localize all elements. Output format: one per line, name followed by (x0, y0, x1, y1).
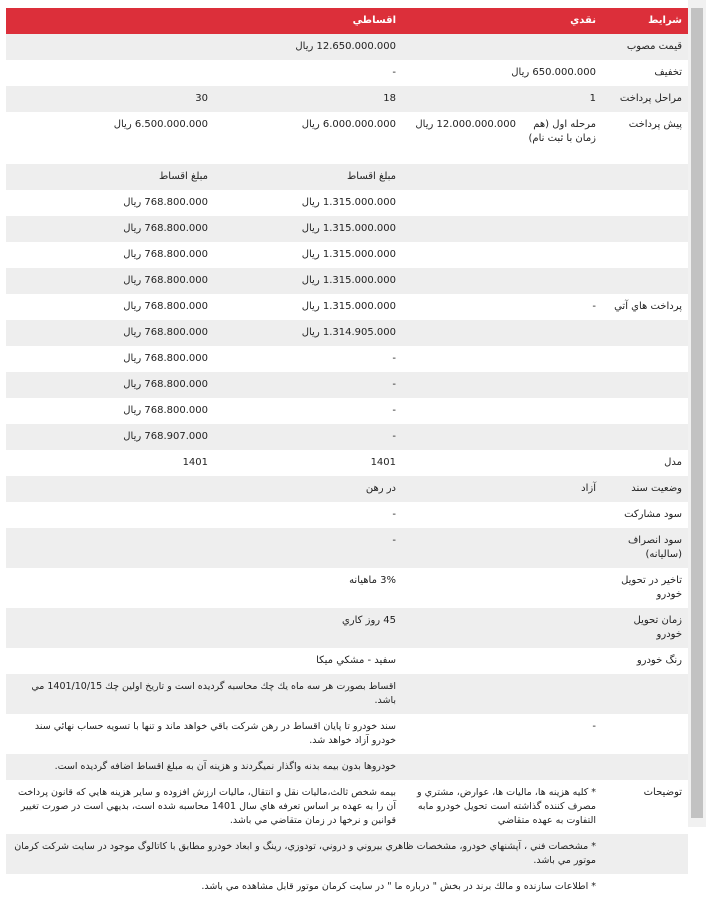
table-cell: - (392, 509, 397, 520)
table-cell: سند خودرو تا پايان اقساط در رهن شركت باقي خواهد ماند و تنها با تسويه حساب نهائي سند خودرو آزاد خواهد شد. (34, 721, 397, 746)
table-row (6, 608, 688, 648)
table-cell (6, 648, 214, 674)
table-cell: 768.800.000 ريال (6, 268, 214, 294)
table-row (6, 502, 688, 528)
table-cell: 30 (6, 86, 214, 112)
table-row (6, 294, 688, 320)
table-row (6, 268, 688, 294)
table-cell: 1.314.905.000 ريال (214, 320, 402, 346)
table-cell: خودروها بدون بيمه بدنه واگذار نميگردند و هزينه آن به مبلغ اقساط اضافه گرديده است. (6, 754, 402, 780)
table-cell (6, 60, 214, 86)
table-cell: 1401 (370, 457, 397, 468)
table-cell (6, 568, 214, 608)
table-row (6, 86, 688, 112)
table-row (6, 834, 688, 874)
table-row (6, 320, 688, 346)
table-cell (602, 190, 688, 216)
table-cell: - (392, 67, 397, 78)
table-cell (402, 242, 602, 268)
table-cell: 768.800.000 ريال (123, 301, 209, 312)
table-cell: 768.907.000 ريال (6, 424, 214, 450)
prepay-label: پيش پرداخت (628, 119, 683, 130)
table-cell: مبلغ اقساط (214, 164, 402, 190)
table-row (6, 242, 688, 268)
table-cell (6, 34, 214, 60)
table-row (6, 190, 688, 216)
table-cell (402, 568, 602, 608)
table-cell: 1401 (182, 457, 209, 468)
table-cell: 1.315.000.000 ريال (301, 249, 397, 260)
table-row (6, 346, 688, 372)
table-cell (602, 424, 688, 450)
table-cell (402, 648, 602, 674)
table-cell: در رهن (214, 476, 402, 502)
table-cell (6, 476, 214, 502)
header-conditions: شرايط (602, 8, 688, 34)
table-cell: آزاد (402, 476, 602, 502)
table-cell (402, 346, 602, 372)
scrollbar[interactable] (688, 0, 706, 827)
table-cell (402, 424, 602, 450)
table-cell: - (214, 424, 402, 450)
table-cell: سفيد - مشكي ميكا (316, 655, 397, 666)
table-cell: تاخير در تحويل خودرو (621, 575, 683, 600)
table-cell (402, 372, 602, 398)
table-cell: 18 (214, 86, 402, 112)
header-installment: اقساطي (6, 8, 402, 34)
table-row (6, 754, 688, 780)
table-cell: 45 روز كاري (214, 608, 402, 648)
table-cell: 768.800.000 ريال (123, 249, 209, 260)
table-cell: 1.315.000.000 ريال (214, 216, 402, 242)
table-cell: 1.315.000.000 ريال (301, 197, 397, 208)
table-cell: * كليه هزينه ها، ماليات ها، عوارض، مشتري و مصرف كننده گذاشته است تحويل خودرو مابه التفاوت به عهده متقاضي (417, 787, 597, 826)
table-cell: رنگ خودرو (636, 655, 683, 666)
table-cell (602, 216, 688, 242)
table-cell (402, 216, 602, 242)
table-cell (402, 754, 602, 780)
table-cell: 650.000.000 ريال (511, 67, 597, 78)
table-row (6, 476, 688, 502)
table-cell (602, 320, 688, 346)
table-row (6, 648, 688, 674)
table-cell: 768.800.000 ريال (123, 197, 209, 208)
table-cell: سود انصراف (ساليانه) (602, 528, 688, 568)
table-row (6, 780, 688, 834)
table-cell: توضيحات (643, 787, 683, 798)
table-cell: سود مشاركت (624, 509, 683, 520)
table-cell (402, 164, 602, 190)
table-cell: 768.800.000 ريال (123, 405, 209, 416)
table-cell: 1.315.000.000 ريال (214, 268, 402, 294)
table-row (6, 424, 688, 450)
table-cell: تخفيف (654, 67, 683, 78)
table-cell: - (592, 301, 597, 312)
table-cell: - (214, 372, 402, 398)
table-row (6, 714, 688, 754)
table-cell (602, 164, 688, 190)
table-cell (602, 674, 688, 714)
table-cell: مدل (664, 457, 683, 468)
table-cell: قيمت مصوب (602, 34, 688, 60)
table-cell: مراحل پرداخت (602, 86, 688, 112)
conditions-table (6, 8, 688, 900)
table-cell (602, 268, 688, 294)
table-cell (402, 398, 602, 424)
table-cell (402, 112, 602, 164)
scrollbar-thumb[interactable] (691, 8, 703, 818)
prepay-sub: مرحله اول (هم زمان با ثبت نام) (528, 119, 597, 144)
table-cell: 1 (402, 86, 602, 112)
table-cell: 6.500.000.000 ريال (113, 119, 209, 130)
table-row (6, 528, 688, 568)
table-cell: مبلغ اقساط (6, 164, 214, 190)
table-cell (6, 528, 214, 568)
table-cell (602, 398, 688, 424)
table-cell (602, 112, 688, 164)
table-cell: 12.650.000.000 ريال (214, 34, 402, 60)
table-cell: 6.000.000.000 ريال (301, 119, 397, 130)
table-cell (602, 834, 688, 874)
table-cell (602, 372, 688, 398)
table-row (6, 34, 688, 60)
table-cell: بيمه شخص ثالث،ماليات نقل و انتقال، ماليات ارزش افزوده و ساير هزينه هايي كه قانون پرداخت آن را به عهده بر اساس تعرفه هاي سال 1401 محاسبه شده است، بديهي است در صورت تغيير قوانين و نرخها در زمان متقاضي مي باشد. (18, 787, 397, 826)
table-cell: 768.800.000 ريال (123, 353, 209, 364)
table-cell (602, 242, 688, 268)
table-cell: - (592, 721, 597, 732)
table-cell (402, 450, 602, 476)
table-row (6, 674, 688, 714)
table-cell: اقساط بصورت هر سه ماه يك چك محاسبه گرديده است و تاريخ اولين چك 1401/10/15 مي باشد. (6, 674, 402, 714)
table-cell: وضعيت سند (602, 476, 688, 502)
table-row (6, 398, 688, 424)
table-cell (402, 502, 602, 528)
table-cell: 768.800.000 ريال (6, 372, 214, 398)
table-cell (6, 608, 214, 648)
table-cell (402, 268, 602, 294)
table-cell: 3% ماهيانه (349, 575, 397, 586)
table-row (6, 450, 688, 476)
table-cell: - (214, 528, 402, 568)
table-cell: - (392, 405, 397, 416)
table-cell: 1.315.000.000 ريال (301, 301, 397, 312)
table-cell (402, 528, 602, 568)
table-cell (602, 754, 688, 780)
table-cell: 768.800.000 ريال (6, 320, 214, 346)
table-header (6, 8, 688, 34)
table-cell (402, 674, 602, 714)
table-row (6, 112, 688, 164)
prepay-cash: 12.000.000.000 ريال (415, 119, 517, 130)
table-cell: زمان تحويل خودرو (602, 608, 688, 648)
table-cell: * اطلاعات سازنده و مالك برند در بخش " درباره ما " در سايت كرمان موتور قابل مشاهده مي باشد. (201, 881, 597, 892)
table-cell: * مشخصات فني ، آپشنهاي خودرو، مشخصات ظاهري بيروني و دروني، تودوزي، رينگ و ابعاد خودرو مطابق با كاتالوگ موجود در سايت شركت كرمان موتور مي باشد. (6, 834, 602, 874)
table-cell (402, 320, 602, 346)
table-cell (402, 608, 602, 648)
table-row (6, 874, 688, 900)
table-cell: پرداخت هاي آتي (614, 301, 683, 312)
table-row (6, 216, 688, 242)
table-row (6, 372, 688, 398)
table-cell (602, 346, 688, 372)
table-cell (402, 34, 602, 60)
table-cell (402, 190, 602, 216)
table-row (6, 60, 688, 86)
table-cell: 768.800.000 ريال (6, 216, 214, 242)
table-cell (6, 502, 214, 528)
table-cell: - (392, 353, 397, 364)
table-row (6, 568, 688, 608)
table-row (6, 164, 688, 190)
header-cash: نقدي (402, 8, 602, 34)
table-cell (602, 714, 688, 754)
table-cell (602, 874, 688, 900)
